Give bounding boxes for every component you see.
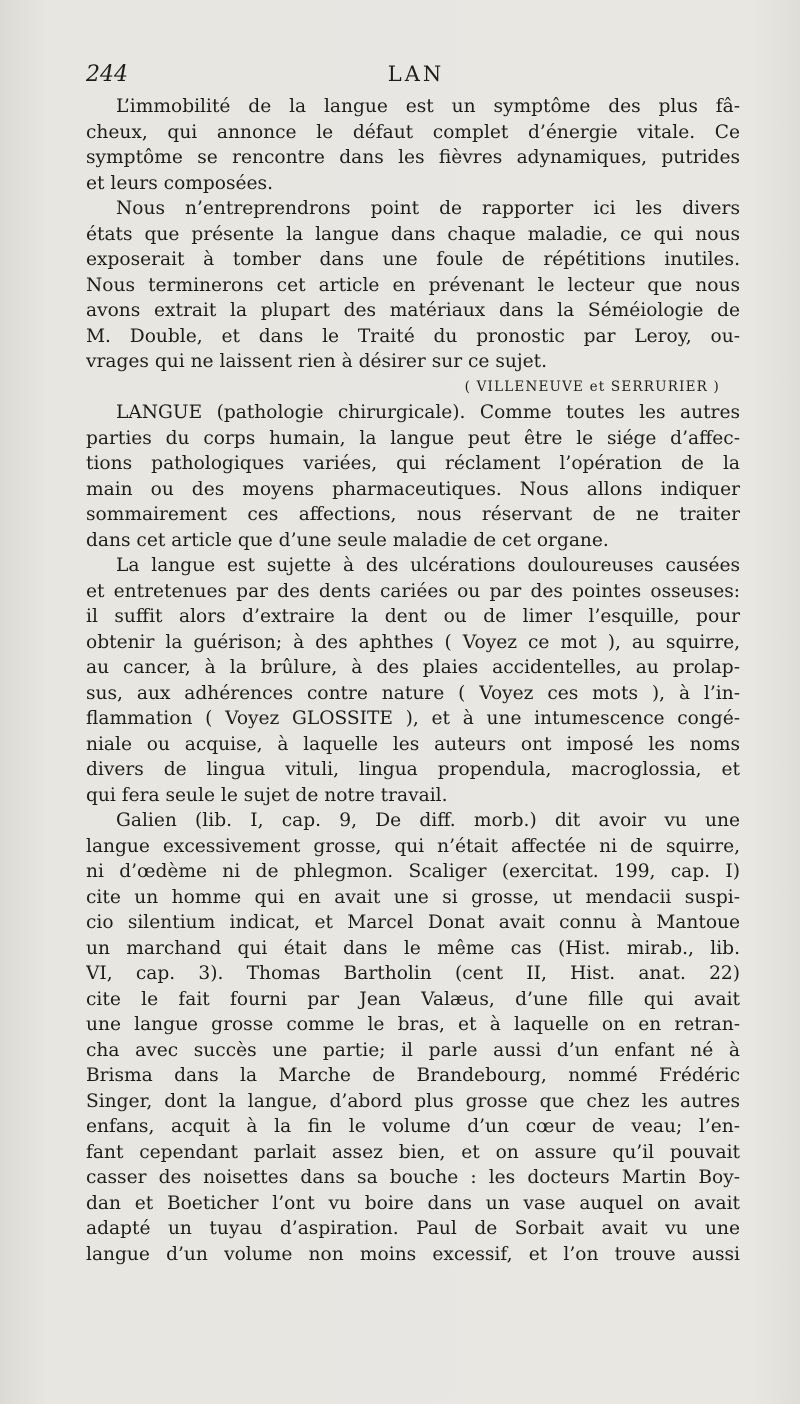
text-line: exposerait à tomber dans une foule de répétitions inutiles. <box>86 249 740 270</box>
text-line: La langue est sujette à des ulcérations douloureuses causées <box>116 555 740 576</box>
text-line: enfans, acquit à la fin le volume d’un cœur de veau; l’en- <box>86 1116 740 1137</box>
text-line: avons extrait la plupart des matériaux dans la Séméiologie de <box>86 300 740 321</box>
text-line: cheux, qui annonce le défaut complet d’énergie vitale. Ce <box>86 121 740 143</box>
text-line: VI, cap. 3). Thomas Bartholin (cent II, Hist. anat. 22) <box>86 963 740 984</box>
text-line: un marchand qui était dans le même cas (Hist. mirab., lib. <box>86 937 740 959</box>
text-line: divers de lingua vituli, lingua propendula, macroglossia, et <box>86 759 740 780</box>
text-line: flammation ( Voyez GLOSSITE ), et à une intumescence congé- <box>86 708 740 729</box>
text-line: il suffit alors d’extraire la dent ou de limer l’esquille, pour <box>86 606 740 627</box>
text-line: états que présente la langue dans chaque maladie, ce qui nous <box>86 223 740 245</box>
text-line: Nous n’entreprendrons point de rapporter ici les divers <box>116 198 740 219</box>
article-heading-line: LANGUE (pathologie chirurgicale). Comme toutes les autres <box>116 402 740 423</box>
text-line: Brisma dans la Marche de Brandebourg, nommé Frédéric <box>86 1065 740 1086</box>
page-number: 244 <box>86 62 128 87</box>
text-line: tions pathologiques variées, qui réclament l’opération de la <box>86 453 740 474</box>
text-line: cio silentium indicat, et Marcel Donat avait connu à Mantoue <box>86 912 740 933</box>
running-head: LAN <box>387 62 445 86</box>
text-line: parties du corps humain, la langue peut être le siége d’affec- <box>86 427 740 449</box>
text-line: cha avec succès une partie; il parle aussi d’un enfant né à <box>86 1039 740 1061</box>
text-line: niale ou acquise, à laquelle les auteurs ont imposé les noms <box>86 733 740 755</box>
text-line: main ou des moyens pharmaceutiques. Nous allons indiquer <box>86 478 740 500</box>
text-line: vrages qui ne laissent rien à désirer sur ce sujet. <box>86 351 548 372</box>
text-line: ni d’œdème ni de phlegmon. Scaliger (exercitat. 199, cap. I) <box>86 861 740 882</box>
text-line: au cancer, à la brûlure, à des plaies accidentelles, au prolap- <box>86 657 740 678</box>
text-line: obtenir la guérison; à des aphthes ( Voyez ce mot ), au squirre, <box>86 631 740 653</box>
text-line: une langue grosse comme le bras, et à laquelle on en retran- <box>86 1014 740 1035</box>
text-line: L’immobilité de la langue est un symptôme des plus fâ- <box>116 96 740 117</box>
text-line: symptôme se rencontre dans les fièvres adynamiques, putrides <box>86 147 740 168</box>
text-line: cite le fait fourni par Jean Valæus, d’une fille qui avait <box>86 988 740 1010</box>
text-line: dan et Boeticher l’ont vu boire dans un vase auquel on avait <box>86 1192 740 1214</box>
text-line: qui fera seule le sujet de notre travail. <box>86 784 448 806</box>
text-line: casser des noisettes dans sa bouche : les docteurs Martin Boy- <box>86 1167 740 1188</box>
page-header <box>86 62 746 90</box>
text-line: Nous terminerons cet article en prévenant le lecteur que nous <box>86 274 740 296</box>
author-attribution: ( VILLENEUVE et SERRURIER ) <box>464 378 720 395</box>
text-line: fant cependant parlait assez bien, et on assure qu’il pouvait <box>86 1141 740 1163</box>
text-line: sommairement ces affections, nous réservant de ne traiter <box>86 504 740 525</box>
text-line: Galien (lib. I, cap. 9, De diff. morb.) dit avoir vu une <box>116 810 740 831</box>
text-line: langue excessivement grosse, qui n’était affectée ni de squirre, <box>86 835 740 857</box>
text-line: et leurs composées. <box>86 172 273 194</box>
text-line: adapté un tuyau d’aspiration. Paul de Sorbait avait vu une <box>86 1218 740 1239</box>
body-text <box>86 94 740 1267</box>
text-line: et entretenues par des dents cariées ou par des pointes osseuses: <box>86 580 740 602</box>
text-line: dans cet article que d’une seule maladie de cet organe. <box>86 529 609 551</box>
text-line: sus, aux adhérences contre nature ( Voyez ces mots ), à l’in- <box>86 682 740 704</box>
text-line: langue d’un volume non moins excessif, et l’on trouve aussi <box>86 1243 740 1265</box>
text-line: cite un homme qui en avait une si grosse, ut mendacii suspi- <box>86 886 740 908</box>
text-line: M. Double, et dans le Traité du pronostic par Leroy, ou- <box>86 325 740 347</box>
text-line: Singer, dont la langue, d’abord plus grosse que chez les autres <box>86 1090 740 1112</box>
